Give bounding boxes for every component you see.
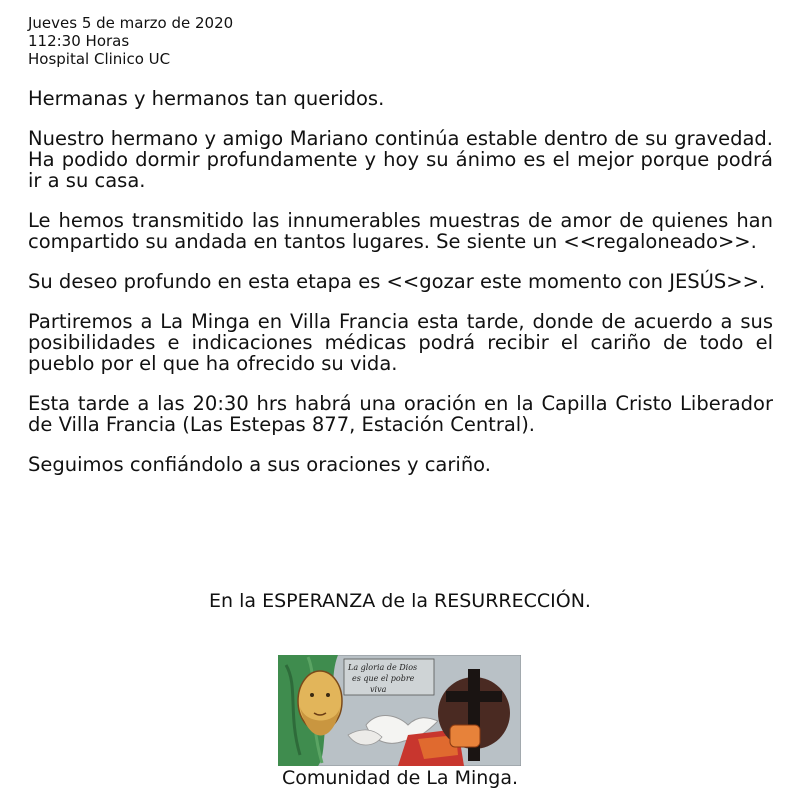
place-line: Hospital Clinico UC — [28, 50, 171, 68]
signature: Comunidad de La Minga. — [281, 767, 519, 789]
inscription-line-3: viva — [370, 685, 387, 694]
paragraph-wish: Su deseo profundo en esta etapa es <<gozar este momento con JESÚS>>. — [28, 270, 766, 293]
paragraph-prayer: Esta tarde a las 20:30 hrs habrá una oración en la Capilla Cristo Liberador de Villa Francia (Las Estepas 877, Estación Central). — [28, 392, 773, 436]
greeting: Hermanas y hermanos tan queridos. — [28, 87, 385, 110]
mural-image — [278, 655, 521, 766]
time-line: 112:30 Horas — [28, 32, 130, 50]
date-line: Jueves 5 de marzo de 2020 — [28, 14, 234, 32]
closing-line: En la ESPERANZA de la RESURRECCIÓN. — [209, 590, 591, 612]
inscription-line-2: es que el pobre — [352, 674, 415, 683]
paragraph-closing-request: Seguimos confiándolo a sus oraciones y cariño. — [28, 453, 491, 476]
letter-body — [28, 88, 773, 494]
letter-header — [28, 14, 233, 68]
paragraph-health-update: Nuestro hermano y amigo Mariano continúa estable dentro de su gravedad. Ha podido dormir profundamente y hoy su ánimo es el mejor porque podrá ir a su casa. — [28, 127, 773, 192]
paragraph-love-messages: Le hemos transmitido las innumerables muestras de amor de quienes han compartido su andada en tantos lugares. Se siente un <<regaloneado>>. — [28, 209, 773, 253]
inscription-line-1: La gloria de Dios — [348, 663, 418, 672]
paragraph-departure: Partiremos a La Minga en Villa Francia esta tarde, donde de acuerdo a sus posibilidades e indicaciones médicas podrá recibir el cariño de todo el pueblo por el que ha ofrecido su vida. — [28, 310, 773, 375]
hand — [450, 725, 480, 747]
